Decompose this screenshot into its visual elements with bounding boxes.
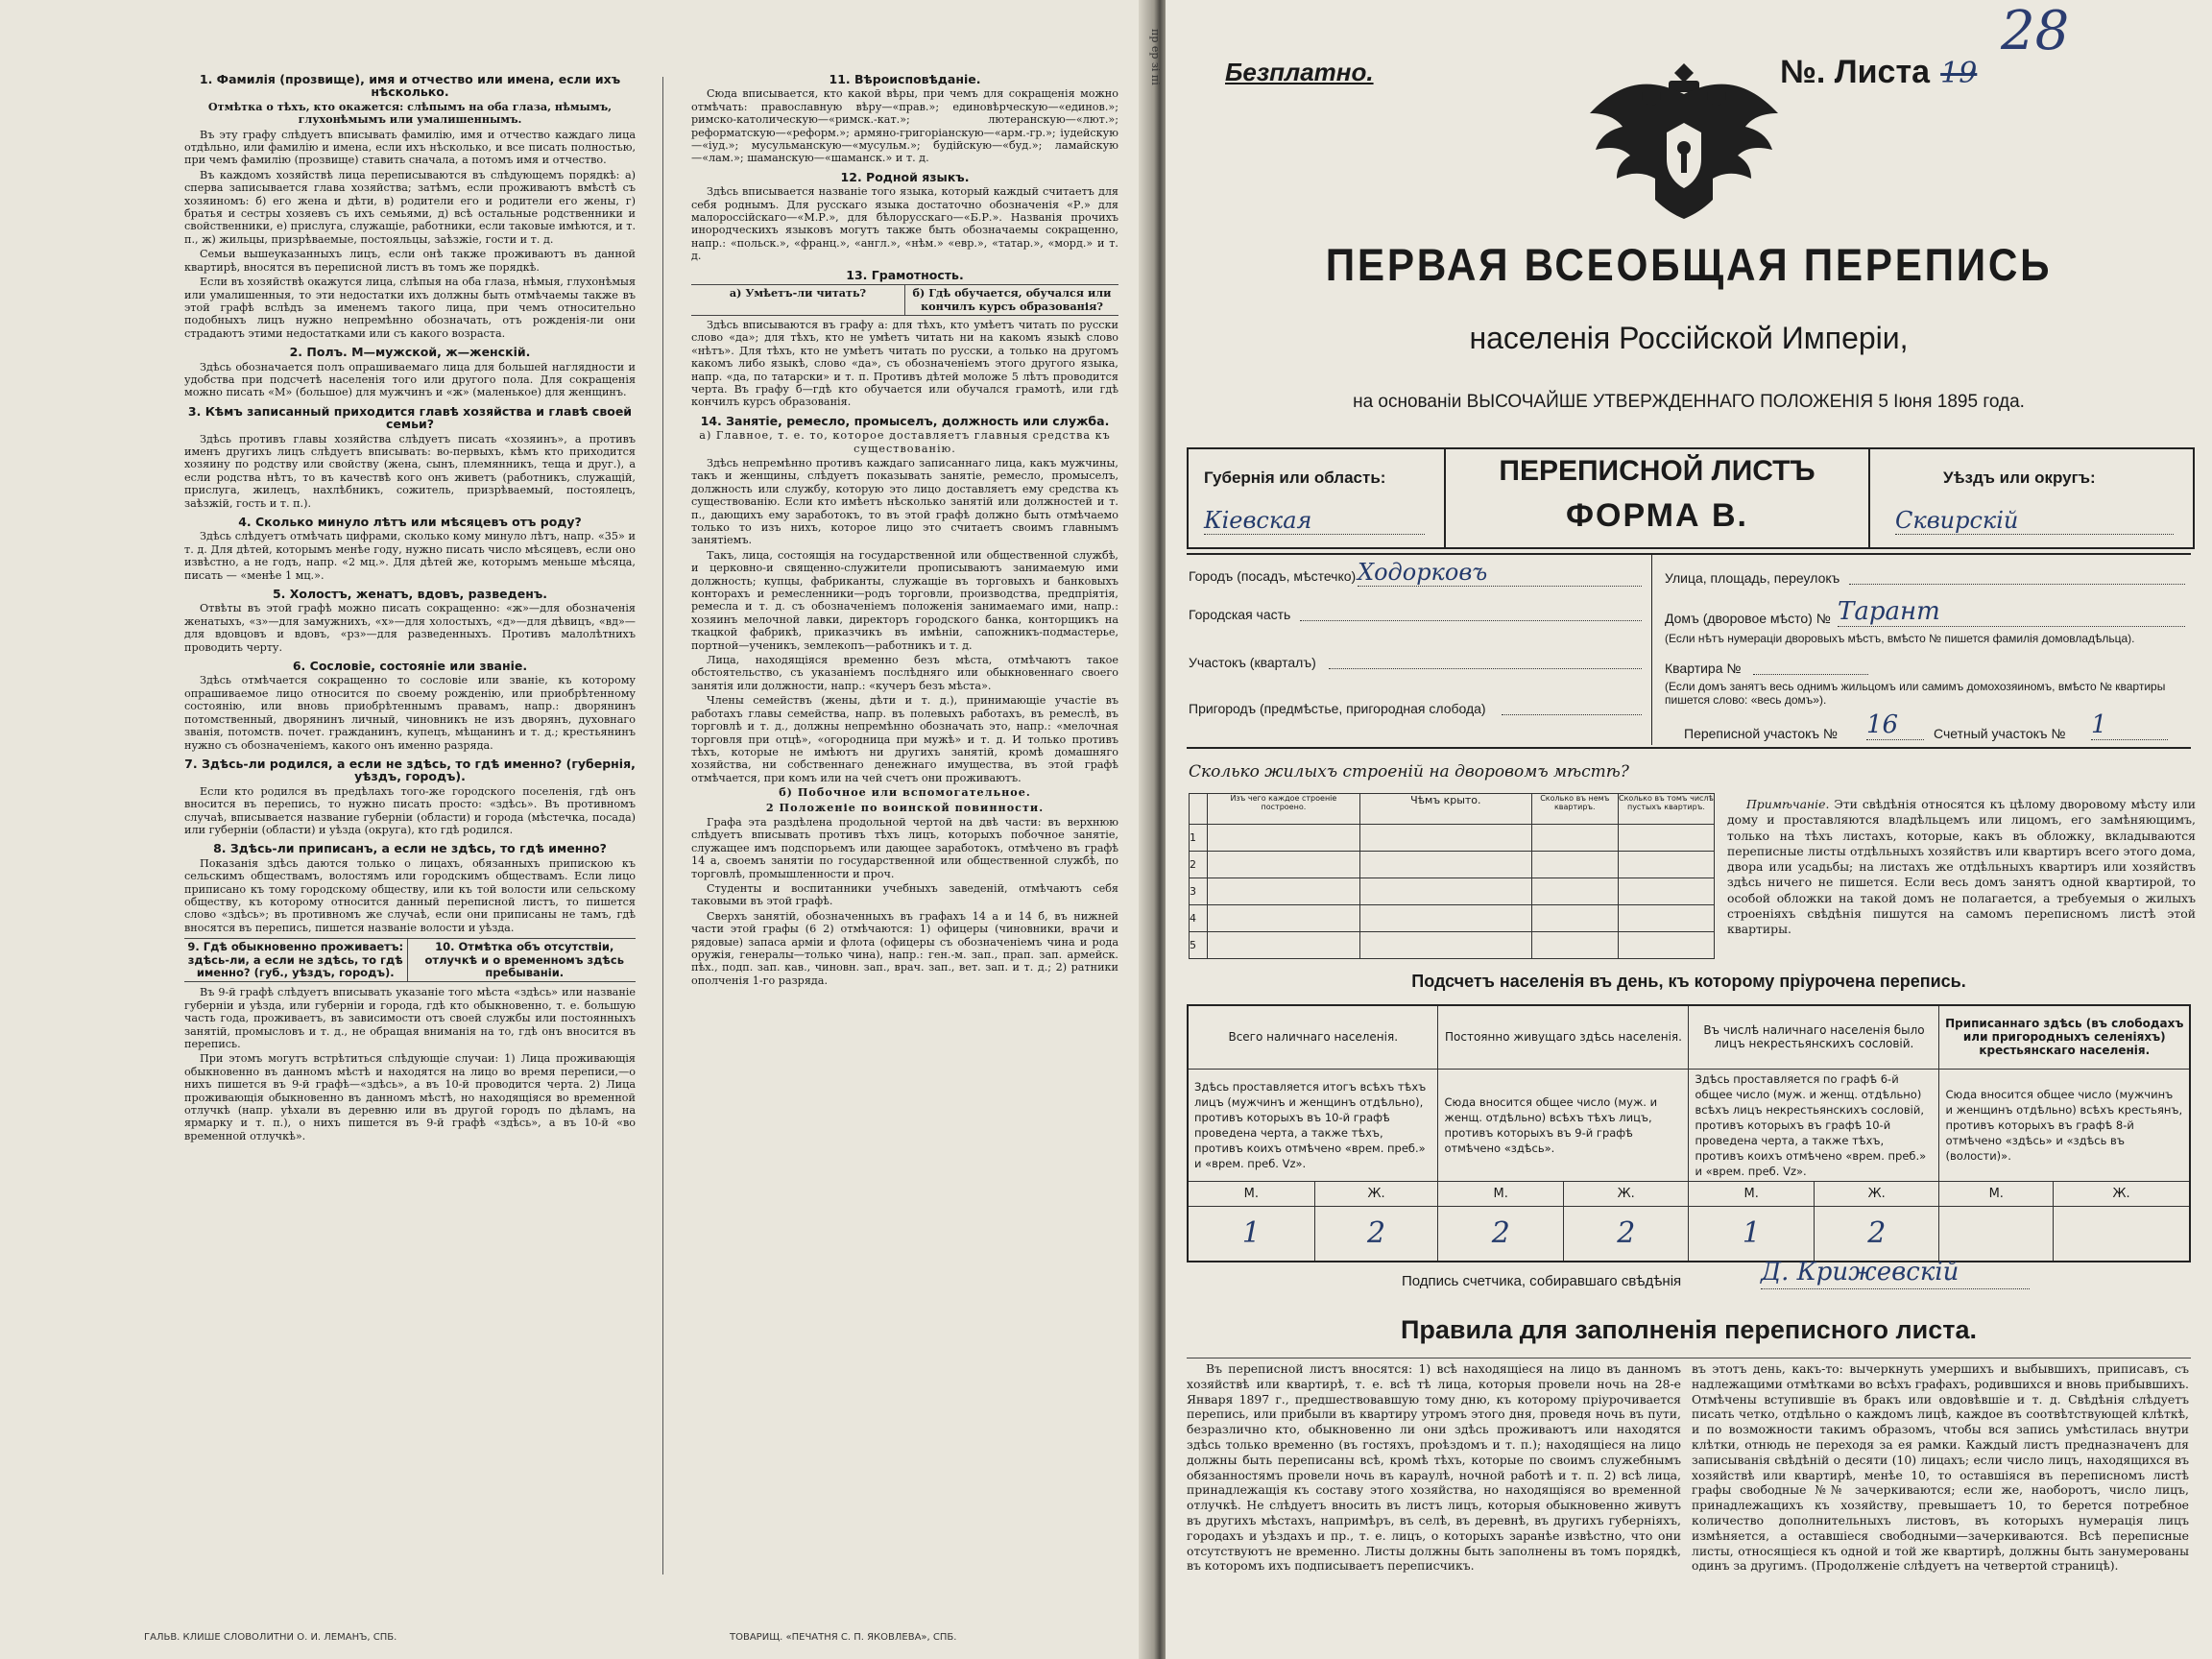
signature-label: Подпись счетчика, собиравшаго свѣдѣнія: [1402, 1273, 1682, 1289]
section-14b-subtitle: б) Побочное или вспомогательное.: [779, 785, 1031, 800]
section-1-text: Въ каждомъ хозяйствѣ лица переписываются въ слѣдующемъ порядкѣ: а) сперва записывается глава хозяйства; затѣмъ, если проживаютъ вмѣстѣ съ хозяиномъ: б) его жена и дѣти, в) родители его и родители его жены, г) братья и сестры хозяевъ съ ихъ семьями, д) всѣ остальные родственники и свойственники, е) прислуга, служащіе, работники, если таковые имѣются, и т. п., ж) жильцы, призрѣваемые, постояльцы, заѣзжіе, гости и т. д.: [184, 168, 636, 246]
buildings-cell[interactable]: [1359, 905, 1531, 932]
sex-female-header: Ж.: [1314, 1181, 1438, 1206]
buildings-row-number: 1: [1190, 825, 1208, 852]
right-page: [1166, 0, 2212, 1659]
city-part-field[interactable]: [1300, 620, 1642, 621]
province-label: Губернія или область:: [1204, 469, 1386, 487]
sex-female-header: Ж.: [1814, 1181, 1939, 1206]
buildings-cell[interactable]: [1207, 852, 1359, 878]
census-district-label: Переписной участокъ №: [1684, 726, 1838, 741]
sheet-number-block: [1780, 54, 1977, 91]
section-12-title: 12. Родной языкъ.: [840, 169, 970, 184]
section-5-text: Отвѣты въ этой графѣ можно писать сокращенно: «ж»—для обозначенія женатыхъ, «з»—для замужнихъ, «х»—для холостыхъ, «д»—для дѣвицъ, «вд»—для вдовцовъ и вдовъ, «рз»—для разведенныхъ. Противъ малолѣтнихъ проводить черту.: [184, 602, 636, 654]
instructions-column-1: [184, 67, 636, 1603]
buildings-cell[interactable]: [1207, 878, 1359, 905]
sheet-number-crossed: 19: [1940, 57, 1978, 90]
count-value-cell[interactable]: 2: [1314, 1206, 1438, 1262]
count-header-present: Всего наличнаго населенія.: [1188, 1005, 1438, 1069]
house-label: Домъ (дворовое мѣсто) №: [1665, 611, 1831, 626]
suburb-field[interactable]: [1502, 714, 1642, 715]
section-4-title: 4. Сколько минуло лѣтъ или мѣсяцевъ отъ роду?: [238, 515, 582, 529]
buildings-cell[interactable]: [1618, 825, 1714, 852]
buildings-row-number: 4: [1190, 905, 1208, 932]
town-label: Городъ (посадъ, мѣстечко): [1189, 568, 1357, 584]
sex-male-header: М.: [1188, 1181, 1314, 1206]
sex-male-header: М.: [1438, 1181, 1564, 1206]
section-9-title: 9. Гдѣ обыкновенно проживаетъ: здѣсь-ли, а если не здѣсь, то гдѣ именно? (губ., уѣздъ, городъ).: [184, 939, 408, 981]
section-14a-subtitle: а) Главное, т. е. то, которое доставляетъ главныя средства къ существованію.: [699, 429, 1111, 455]
buildings-cell[interactable]: [1531, 932, 1618, 959]
printer-credit-right: ТОВАРИЩ. «ПЕЧАТНЯ С. П. ЯКОВЛЕВА», СПБ.: [730, 1632, 957, 1643]
count-description: Сюда вносится общее число (мужчинъ и женщинъ отдѣльно) всѣхъ крестьянъ, противъ которыхъ въ графѣ 8-й отмѣчено «здѣсь» и «здѣсь въ (волости)».: [1939, 1069, 2190, 1181]
buildings-row-number: 5: [1190, 932, 1208, 959]
street-label: Улица, площадь, переулокъ: [1665, 570, 1840, 586]
buildings-cell[interactable]: [1207, 905, 1359, 932]
section-14-text: Сверхъ занятій, обозначенныхъ въ графахъ 14 а и 14 б, въ нижней части этой графы (6 2) отмѣчаются: 1) офицеры (чиновники, врачи и рядовые) запаса арміи и флота (офицеры съ обозначеніемъ чина и рода оружія, генералы—только чина), напр.: ген.-м. зап., прап. зап. армейск. пѣх., подп. зап. кав., чиновн. зап., врач. зап., вет. зап. и т. д.; 2) ратники ополченія 1-го разряда.: [691, 909, 1118, 987]
count-title: Подсчетъ населенія въ день, къ которому пріурочена перепись.: [1411, 972, 1966, 991]
section-13a-label: а) Умѣетъ-ли читать?: [691, 285, 905, 315]
count-value-cell[interactable]: 2: [1814, 1206, 1939, 1262]
buildings-note: Примѣчаніе. Эти свѣдѣнія относятся къ цѣлому дворовому мѣсту или дому и проставляются владѣльцемъ или лицомъ, его замѣняющимъ, только на тѣхъ листахъ, которые, какъ въ обложку, вкладываются переписные листы отдѣльныхъ хозяйствъ или квартиръ всего этого дома, двора или усадьбы; на листахъ же отдѣльныхъ квартиръ или хозяйствъ здѣсь ничего не пишется. Если весь домъ занятъ одной квартирой, то особой обложки на такой домъ не полагается, а требуемыя о жилыхъ строеніяхъ свѣдѣнія пишутся на самомъ переписномъ листѣ этой квартиры.: [1727, 797, 2196, 937]
free-label: Безплатно.: [1225, 58, 1374, 86]
section-3-text: Здѣсь противъ главы хозяйства слѣдуетъ писать «хозяинъ», а противъ именъ другихъ лицъ слѣдуетъ вписывать: во-первыхъ, кѣмъ кто приходится хозяину по родству или свойству (жена, сынъ, племянникъ, теща и друг.), а если родства нѣтъ, то въ качествѣ кого онъ живетъ (работникъ, служащій, прислуга, жилецъ, нахлѣбникъ, сожитель, призрѣваемый, постоялецъ, заѣзжій, гость и т. п.).: [184, 432, 636, 510]
buildings-cell[interactable]: [1618, 905, 1714, 932]
rules-title: Правила для заполненія переписного листа.: [1400, 1315, 1978, 1344]
buildings-cell[interactable]: [1207, 932, 1359, 959]
count-district-label: Счетный участокъ №: [1934, 726, 2066, 741]
section-14-text: Графа эта раздѣлена продольной чертой на двѣ части: въ верхнюю слѣдуетъ вписывать противъ тѣхъ лицъ, которыхъ побочное занятіе, служащее имъ подспорьемъ или дающее заработокъ, отмѣчено въ графѣ 14 а, своемъ занятіи по государственной или общественной службѣ, по торговлѣ, промышленности и проч.: [691, 815, 1118, 880]
section-14-military-subtitle: 2 Положеніе по воинской повинности.: [765, 800, 1045, 814]
section-1-text: Въ эту графу слѣдуетъ вписывать фамилію, имя и отчество каждаго лица отдѣльно, или фамилію и имена, если ихъ нѣсколько, и все писать полностью, при чемъ фамилію (прозвище) ставить сначала, а потомъ имя и отчество.: [184, 128, 636, 167]
section-13b-label: б) Гдѣ обучается, обучался или кончилъ курсъ образованія?: [912, 286, 1112, 313]
section-11-title: 11. Вѣроисповѣданіе.: [829, 72, 981, 86]
buildings-cell[interactable]: [1531, 852, 1618, 878]
apartment-field[interactable]: [1753, 674, 1868, 675]
sex-male-header: М.: [1689, 1181, 1815, 1206]
buildings-cell[interactable]: [1531, 878, 1618, 905]
district-label: Уѣздъ или округъ:: [1943, 469, 2096, 487]
imperial-eagle-icon: [1578, 56, 1790, 228]
column-divider: [662, 77, 663, 1575]
buildings-header-empty: Сколько въ томъ числѣ пустыхъ квартиръ.: [1618, 794, 1714, 825]
count-value-cell[interactable]: 2: [1563, 1206, 1689, 1262]
quarter-field[interactable]: [1329, 668, 1642, 669]
buildings-row-number: 3: [1190, 878, 1208, 905]
section-5-title: 5. Холостъ, женатъ, вдовъ, разведенъ.: [272, 587, 548, 602]
signature-field[interactable]: Д. Крижевскій: [1761, 1258, 2030, 1289]
suburb-label: Пригородъ (предмѣстье, пригородная слобода): [1189, 701, 1486, 716]
buildings-cell[interactable]: [1618, 878, 1714, 905]
section-12-text: Здѣсь вписывается названіе того языка, который каждый считаетъ для себя роднымъ. Для русскаго языка достаточно обозначенія «Р.» для малороссійскаго—«М.Р.», для бѣлорусскаго—«Б.Р.». Названія прочихъ инородческихъ языковъ могутъ также быть обозначаемы сокращенно, напр.: «польск.», «франц.», «англ.», «нѣм.» «евр.», «татар.», «морд.» и т. д.: [691, 185, 1118, 263]
census-title: ПЕРВАЯ ВСЕОБЩАЯ ПЕРЕПИСЬ: [1325, 239, 2053, 290]
sex-female-header: Ж.: [1563, 1181, 1689, 1206]
count-description: Здѣсь проставляется итогъ всѣхъ тѣхъ лицъ (мужчинъ и женщинъ отдѣльно), противъ которыхъ въ 10-й графѣ проведена черта, а также тѣхъ, противъ коихъ отмѣчено «врем. преб.» и «врем. преб. Vz».: [1188, 1069, 1438, 1181]
count-value-cell[interactable]: 2: [1438, 1206, 1564, 1262]
count-value-cell[interactable]: [2054, 1206, 2190, 1262]
section-9-text: Въ 9-й графѣ слѣдуетъ вписывать указаніе того мѣста «здѣсь» или названіе губерніи и уѣзда, или губерніи и города, гдѣ кто обыкновенно, т. е. большую часть года, проживаетъ, въ зависимости отъ своей службы или постоянныхъ занятій, промысловъ и т. д., не обращая вниманія на то, гдѣ онъ вносится въ перепись.: [184, 986, 636, 1051]
count-value-cell[interactable]: [1939, 1206, 2054, 1262]
town-field[interactable]: Ходорковъ: [1358, 559, 1642, 587]
province-field[interactable]: Кіевская: [1204, 507, 1425, 535]
section-1-text: Если въ хозяйствѣ окажутся лица, слѣпыя на оба глаза, нѣмыя, глухонѣмыя или умалишенныя, то эти недостатки ихъ должны быть отмѣчаемы также въ этой графѣ вслѣдъ за именемъ такого лица, при чемъ относительно подобныхъ лицъ нужно непремѣнно обозначать, отъ рожденія-ли они страдаютъ этими недостатками или съ какого возраста.: [184, 276, 636, 340]
section-14-text: Такъ, лица, состоящія на государственной или общественной службѣ, и церковно-и священно-служители прописываютъ занимаемую ими должность; купцы, фабриканты, служащіе въ торговыхъ и банковыхъ конторахъ и ремесленники—родъ торговли, производства, предпріятія, ремесла и т. д. съ обозначеніемъ положенія занимаемаго ими, напр.: хозяинъ мелочной лавки, директоръ городского банка, конторщикъ на ткацкой фабрикѣ, приказчикъ въ имѣніи, сапожникъ-подмастерье, портной—ученикъ, землекопъ—работникъ и т. д.: [691, 548, 1118, 652]
sheet-number-label: №. Листа: [1780, 54, 1931, 90]
section-7-text: Если кто родился въ предѣлахъ того-же городского поселенія, гдѣ онъ вносится въ перепись, то нужно писать просто: «здѣсь». Въ противномъ случаѣ, вписывается название губерніи (области) и города (мѣстечка, посада) или губерніи (области) и уѣзда (округа), кто гдѣ родился.: [184, 784, 636, 836]
section-14-title: 14. Занятіе, ремесло, промыселъ, должность или служба.: [700, 413, 1110, 428]
section-13-text: Здѣсь вписываются въ графу а: для тѣхъ, кто умѣетъ читать по русски слово «да»; для тѣхъ, кто не умѣетъ читать ни на какомъ языкѣ слово «нѣтъ». Для тѣхъ, кто не умѣетъ читать по русски, а только на другомъ какомъ либо языкѣ, слово «да», съ обозначеніемъ этого другого языка, напр. «да, по татарски» и т. п. Противъ дѣтей моложе 5 лѣтъ проводится черта. Въ графу б—гдѣ кто обучается или обучался грамотѣ, или гдѣ кончилъ курсъ образованія.: [691, 318, 1118, 409]
house-field[interactable]: Тарант: [1838, 597, 2185, 627]
section-1-subtitle: Отмѣтка о тѣхъ, кто окажется: слѣпымъ на оба глаза, нѣмымъ, глухонѣмымъ или умалишеннымъ.: [207, 99, 613, 127]
sheet-number-handwritten: 28: [2001, 0, 2070, 62]
section-14-text: Лица, находящіяся временно безъ мѣста, отмѣчаютъ такое обстоятельство, съ указаніемъ послѣдняго или обыкновеннаго своего занятія или должности, напр.: «кучеръ безъ мѣста».: [691, 654, 1118, 692]
section-8-text: Показанія здѣсь даются только о лицахъ, обязанныхъ припискою къ сельскимъ обществамъ, волостямъ или городскимъ обществамъ. Если лицо приписано къ тому городскому обществу, или къ той волости или сельскому обществу, къ которому относится данный переписной листъ, то пишется слово «здѣсь»; въ противномъ же случаѣ, если они приписаны не тамъ, гдѣ вносятся въ перепись, пишется названіе волости и уѣзда.: [184, 856, 636, 934]
count-header-permanent: Постоянно живущаго здѣсь населенія.: [1438, 1005, 1689, 1069]
rules-column-1: Въ переписной листъ вносятся: 1) всѣ находящіеся на лицо въ данномъ хозяйствѣ или квартирѣ, т. е. всѣ тѣ лица, которыя провели ночь на 28-е Января 1897 г., предшествовавшую тому дню, къ которому пріурочивается перепись, или прибыли въ квартиру утромъ этого дня, проведя ночь въ пути, безразлично кто, обыкновенно ли они здѣсь проживаютъ или находятся здѣсь только временно (въ гостяхъ, проѣздомъ и т. п.); находящіеся на лицо должны быть переписаны всѣ, кромѣ тѣхъ, которые по своимъ служебнымъ обязанностямъ провели ночь въ караулѣ, ночной работѣ и т. п. 2) всѣ лица, принадлежащія къ составу этого хозяйства, но находящіяся во временной отлучкѣ. Не слѣдуетъ вносить въ листъ лицъ, которыя обыкновенно живутъ въ другихъ мѣстахъ, напримѣръ, въ селѣ, въ деревнѣ, въ другихъ губерніяхъ, городахъ и уѣздахъ и пр., т. е. лицъ, о которыхъ заранѣе извѣстно, что они отсутствуютъ не временно. Листы должны быть заполнены въ томъ порядкѣ, въ которомъ ихъ подписываетъ переписчикъ.: [1187, 1361, 1681, 1574]
section-4-text: Здѣсь слѣдуетъ отмѣчать цифрами, сколько кому минуло лѣтъ, напр. «35» и т. д. Для дѣтей, которымъ менѣе году, нужно писать число мѣсяцевъ, если оно извѣстно, а не годъ, напр. «2 мц.». Для дѣтей же, которымъ меньше мѣсяца, писать — «менѣе 1 мц.».: [184, 530, 636, 582]
rules-column-2: въ этотъ день, какъ-то: вычеркнуть умершихъ и выбывшихъ, приписавъ, съ надлежащими отмѣтками во всѣхъ графахъ, родившихся и вновь прибывшихъ. Отмѣчены вступившіе въ бракъ или овдовѣвшіе и т. д. Свѣдѣнія слѣдуетъ писать четко, отдѣльно о каждомъ лицѣ, каждое въ соотвѣтствующей клѣткѣ, и по возможности такимъ образомъ, чтобы вся запись умѣстилась внутри клѣтки, отнюдь не переходя за ея рамки. Каждый листъ предназначенъ для записыванія свѣдѣній о десяти (10) лицахъ; если число лицъ, находящихся въ хозяйствѣ или квартирѣ, менѣе 10, то оставшіяся въ переписномъ листѣ графы свободные №№ зачеркиваются; если же, наоборотъ, число лицъ, принадлежащихъ къ хозяйству, превышаетъ 10, то берется потребное количество дополнительныхъ листовъ, въ которыхъ нумерація лицъ измѣняется, а оставшіеся свободными—зачеркиваются. Всѣ переписные листы, относящіеся къ одной и той же квартирѣ, должны быть занумерованы одинъ за другимъ. (Продолженіе слѣдуетъ на четвертой страницѣ).: [1692, 1361, 2189, 1574]
section-14-text: Здѣсь непремѣнно противъ каждаго записаннаго лица, какъ мужчины, такъ и женщины, слѣдуетъ показывать занятіе, ремесло, промыселъ, должность или службу, которую это лицо доставляетъ ему средства къ существованію. Если кто имѣетъ нѣсколько занятій или должностей и т. п., дающихъ ему заработокъ, то въ этой графѣ должно быть отмѣчаемо только то изъ нихъ, которое лицо это считаетъ своимъ главнымъ занятіемъ.: [691, 456, 1118, 547]
buildings-question: Сколько жилыхъ строеній на дворовомъ мѣстѣ?: [1189, 762, 1629, 781]
count-description: Здѣсь проставляется по графѣ 6-й общее число (муж. и женщ. отдѣльно) всѣхъ лицъ некрестьянскихъ сословій, противъ которыхъ въ графѣ 10-й проведена черта, а также тѣхъ, противъ коихъ отмѣчено «врем. преб.» и «врем. преб. Vz».: [1689, 1069, 1939, 1181]
buildings-cell[interactable]: [1207, 825, 1359, 852]
buildings-cell[interactable]: [1618, 852, 1714, 878]
buildings-cell[interactable]: [1359, 932, 1531, 959]
count-description: Сюда вносится общее число (муж. и женщ. отдѣльно) всѣхъ тѣхъ лицъ, противъ которыхъ въ 9-й графѣ отмѣчено «здѣсь».: [1438, 1069, 1689, 1181]
buildings-cell[interactable]: [1531, 905, 1618, 932]
buildings-header-apartments: Сколько въ немъ квартиръ.: [1531, 794, 1618, 825]
buildings-cell[interactable]: [1359, 852, 1531, 878]
census-basis: на основаніи ВЫСОЧАЙШЕ УТВЕРЖДЕННАГО ПОЛОЖЕНІЯ 5 Іюня 1895 года.: [1353, 392, 2025, 412]
section-1-title: 1. Фамилія (прозвище), имя и отчество или имена, если ихъ нѣсколько.: [199, 72, 621, 100]
section-13-title: 13. Грамотность.: [846, 267, 964, 282]
section-9-text: При этомъ могутъ встрѣтиться слѣдующіе случаи: 1) Лица проживающія обыкновенно въ данномъ мѣстѣ и находятся на лицо во время переписи,—о нихъ пишется въ 9-й графѣ—«здѣсь», а въ 10-й проводится черта. 2) Лица проживающія обыкновенно въ данномъ мѣстѣ, но находящіяся во временной отлучкѣ (напр. уѣхали въ деревню или въ другой городъ по дѣламъ, на ярмарку и т. п.), о нихъ пишется въ 9-й графѣ «здѣсь», а въ 10-й «во временной отлучкѣ».: [184, 1052, 636, 1142]
apartment-label: Квартира №: [1665, 661, 1742, 676]
buildings-cell[interactable]: [1531, 825, 1618, 852]
section-2-text: Здѣсь обозначается полъ опрашиваемаго лица для большей наглядности и удобства при подсчетѣ населенія того или другого пола. Для сокращенія можно писать «М» (большое) для мужчинъ и «ж» (маленькое) для женщинъ.: [184, 360, 636, 399]
buildings-cell[interactable]: [1618, 932, 1714, 959]
street-field[interactable]: [1849, 584, 2185, 585]
buildings-header-roof: Чѣмъ крыто.: [1359, 794, 1531, 825]
section-3-title: 3. Кѣмъ записанный приходится главѣ хозяйства и главѣ своей семьи?: [187, 403, 633, 432]
count-district-field[interactable]: 1: [2091, 710, 2168, 740]
buildings-table: [1189, 793, 1715, 959]
buildings-row-number: 2: [1190, 852, 1208, 878]
quarter-label: Участокъ (кварталъ): [1189, 655, 1316, 670]
city-part-label: Городская часть: [1189, 607, 1291, 622]
form-title: ПЕРЕПИСНОЙ ЛИСТЪ: [1499, 455, 1815, 487]
section-7-title: 7. Здѣсь-ли родился, а если не здѣсь, то гдѣ именно? (губернія, уѣздъ, городъ).: [184, 756, 636, 784]
district-field[interactable]: Сквирскій: [1895, 507, 2174, 535]
adjacent-page-strip: пр ер зі пі: [1149, 29, 1162, 85]
buildings-header-material: Изъ чего каждое строеніе построено.: [1207, 794, 1359, 825]
section-11-text: Сюда вписывается, кто какой вѣры, при чемъ для сокращенія можно отмѣчать: православную вѣру—«прав.»; единовѣрческую—«единов.»; римско-католическую—«римск.-кат.»; лютеранскую—«лют.»; реформатскую—«реформ.»; армяно-григоріанскую—«арм.-гр.»; іудейскую—«іуд.»; мусульманскую—«мусульм.»; будійскую—«буд.»; ламайскую—«лам.»; шаманскую—«шаманск.» и т. д.: [691, 87, 1118, 165]
buildings-cell[interactable]: [1359, 825, 1531, 852]
section-10-title: 10. Отмѣтка объ отсутствіи, отлучкѣ и о временномъ здѣсь пребываніи.: [424, 940, 624, 979]
section-14-text: Члены семействъ (жены, дѣти и т. д.), принимающіе участіе въ работахъ главы семейства, напр. въ полевыхъ работахъ, въ ремеслѣ, въ торговлѣ и т. д., должны непремѣнно обозначать это, напр.: «мелочная торговля при отцѣ», «огородница при мужѣ» и т. д. И только противъ тѣхъ, которые не имѣютъ ни другихъ занятій, кромѣ домашняго хозяйства, ни собственнаго денежнаго имущества, въ этой графѣ отмѣчается, при комъ или на чей счетъ они проживаютъ.: [691, 694, 1118, 784]
section-1-text: Семьи вышеуказанныхъ лицъ, если онѣ также проживаютъ въ данной квартирѣ, вносятся въ переписной листъ въ томъ же порядкѣ.: [184, 248, 636, 274]
count-header-non-peasant: Въ числѣ наличнаго населенія было лицъ некрестьянскихъ сословій.: [1689, 1005, 1939, 1069]
section-8-title: 8. Здѣсь-ли приписанъ, а если не здѣсь, то гдѣ именно?: [213, 841, 607, 856]
apartment-note: (Если домъ занятъ весь однимъ жильцомъ или самимъ домохозяиномъ, вмѣсто № квартиры пишется слово: «весь домъ»).: [1665, 680, 2166, 707]
section-2-title: 2. Полъ. М—мужской, ж—женскій.: [289, 345, 531, 360]
count-value-cell[interactable]: 1: [1188, 1206, 1314, 1262]
count-header-peasant: Приписаннаго здѣсь (въ слободахъ или пригородныхъ селеніяхъ) крестьянскаго населенія.: [1939, 1005, 2190, 1069]
house-note: (Если нѣтъ нумераціи дворовыхъ мѣстъ, вмѣсто № пишется фамилія домовладѣльца).: [1665, 632, 2135, 645]
instructions-column-2: [691, 67, 1118, 1603]
section-14-text: Студенты и воспитанники учебныхъ заведеній, отмѣчаютъ себя таковыми въ этой графѣ.: [691, 881, 1118, 908]
buildings-cell[interactable]: [1359, 878, 1531, 905]
population-count-table: [1187, 1004, 2191, 1262]
sex-female-header: Ж.: [2054, 1181, 2190, 1206]
printer-credit-left: ГАЛЬВ. КЛИШЕ СЛОВОЛИТНИ О. И. ЛЕМАНЪ, СПБ.: [144, 1632, 397, 1643]
count-value-cell[interactable]: 1: [1689, 1206, 1815, 1262]
sex-male-header: М.: [1939, 1181, 2054, 1206]
section-6-title: 6. Сословіе, состояніе или званіе.: [292, 659, 528, 674]
section-6-text: Здѣсь отмѣчается сокращенно то сословіе или званіе, къ которому опрашиваемое лицо относится по своему рожденію, или приобрѣтенному состоянію, или вновь приобрѣтеннымъ правамъ, напр.: дворянинъ потомственный, дворянинъ личный, чиновникъ не изъ дворянъ, духовнаго званія, потомств. почет. гражданинъ, купецъ, мѣщанинъ и т. д.; крестьянинъ нужно съ обозначеніемъ, какого онъ именно разряда.: [184, 674, 636, 752]
form-subtitle: ФОРМА В.: [1565, 497, 1749, 534]
census-subtitle: населенія Россійской Имперіи,: [1469, 321, 1909, 355]
census-district-field[interactable]: 16: [1866, 710, 1924, 740]
